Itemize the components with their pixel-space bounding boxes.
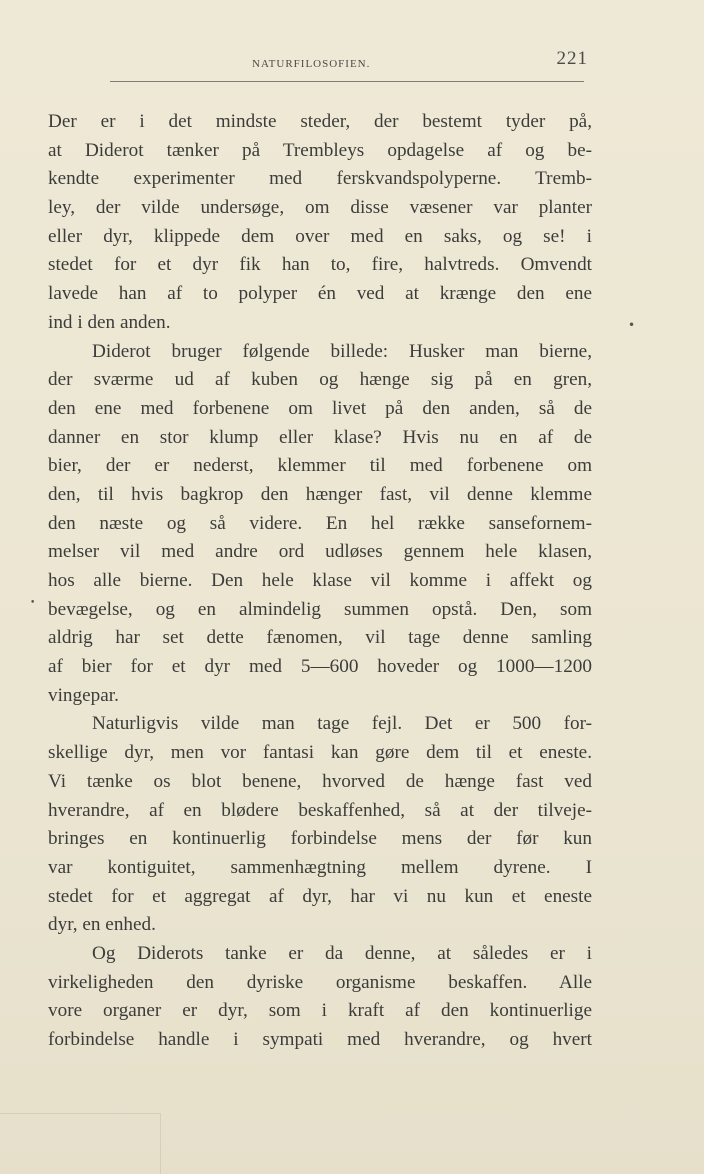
text-line: vingepar. — [48, 684, 119, 706]
text-line: af bier for et dyr med 5—600 hoveder og 1000—1200 — [48, 656, 592, 678]
margin-dot: • — [628, 318, 636, 332]
text-line: Og Diderots tanke er da denne, at således er i — [92, 942, 592, 964]
page-corner-shadow — [0, 1113, 161, 1174]
text-line: danner en stor klump eller klase? Hvis nu en af de — [48, 426, 592, 448]
text-line: ley, der vilde undersøge, om disse væsener var planter — [48, 197, 592, 219]
text-line: at Diderot tænker på Trembleys opdagelse af og be- — [48, 139, 592, 161]
text-line: Naturligvis vilde man tage fejl. Det er 500 for- — [92, 713, 592, 735]
text-line: virkeligheden den dyriske organisme beskaffen. Alle — [48, 971, 592, 993]
text-line: Vi tænke os blot benene, hvorved de hænge fast ved — [48, 770, 592, 792]
body-text — [48, 108, 592, 1055]
text-line: dyr, en enhed. — [48, 914, 156, 936]
text-line: melser vil med andre ord udløses gennem hele klasen, — [48, 541, 592, 563]
text-line: Diderot bruger følgende billede: Husker man bierne, — [92, 340, 592, 362]
text-line: Der er i det mindste steder, der bestemt tyder på, — [48, 111, 592, 132]
text-line: den næste og så videre. En hel række sansefornem- — [48, 512, 592, 534]
text-line: der sværme ud af kuben og hænge sig på en gren, — [48, 369, 592, 391]
page-header — [120, 48, 590, 72]
text-line: bringes en kontinuerlig forbindelse mens der før kun — [48, 828, 592, 850]
text-line: lavede han af to polyper én ved at krænge den ene — [48, 283, 592, 305]
page-number: 221 — [556, 48, 588, 69]
header-rule — [110, 81, 584, 82]
text-line: bevægelse, og en almindelig summen opstå. Den, som — [48, 598, 592, 620]
margin-dot: • — [30, 598, 36, 608]
text-line: ind i den anden. — [48, 311, 171, 333]
text-line: hos alle bierne. Den hele klase vil komme i affekt og — [48, 570, 592, 591]
running-head: NATURFILOSOFIEN. — [252, 58, 371, 70]
text-line: den ene med forbenene om livet på den anden, så de — [48, 397, 592, 419]
text-line: bier, der er nederst, klemmer til med forbenene om — [48, 455, 592, 477]
text-line: den, til hvis bagkrop den hænger fast, vil denne klemme — [48, 483, 592, 505]
text-line: forbindelse handle i sympati med hverandre, og hvert — [48, 1029, 592, 1050]
text-line: aldrig har set dette fænomen, vil tage denne samling — [48, 627, 592, 649]
text-line: hverandre, af en blødere beskaffenhed, så at der tilveje- — [48, 799, 592, 821]
text-line: eller dyr, klippede dem over med en saks, og se! i — [48, 225, 592, 247]
text-line: skellige dyr, men vor fantasi kan gøre dem til et eneste. — [48, 742, 592, 764]
text-line: stedet for et dyr fik han to, fire, halvtreds. Omvendt — [48, 254, 592, 276]
text-line: vore organer er dyr, som i kraft af den kontinuerlige — [48, 1000, 592, 1022]
text-line: var kontiguitet, sammenhægtning mellem dyrene. I — [48, 856, 592, 878]
text-line: stedet for et aggregat af dyr, har vi nu kun et eneste — [48, 885, 592, 907]
text-line: kendte experimenter med ferskvandspolyperne. Tremb- — [48, 168, 592, 190]
